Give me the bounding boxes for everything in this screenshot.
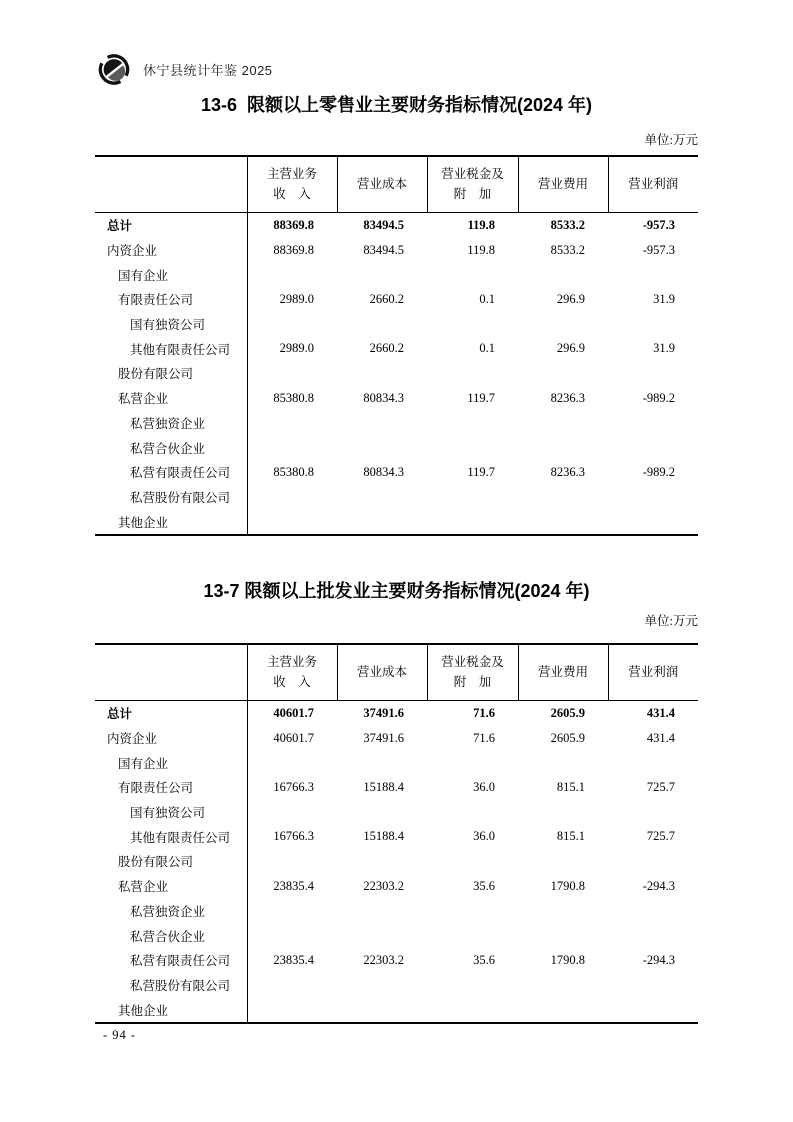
- yearbook-logo-icon: [94, 52, 134, 87]
- cell-value: 119.8: [467, 242, 495, 257]
- cell-value: [247, 899, 337, 924]
- table2-unit-label: 单位:万元: [644, 614, 698, 628]
- col-label: 营业成本: [356, 664, 407, 679]
- cell-value: 71.6: [473, 705, 495, 720]
- cell-value: 80834.3: [363, 390, 404, 405]
- cell-value: [337, 899, 427, 924]
- cell-value: [518, 800, 608, 825]
- cell-value: 725.7: [646, 779, 675, 794]
- cell-value: [337, 849, 427, 874]
- cell-value: 36.0: [473, 829, 495, 844]
- cell-value: 40601.7: [273, 730, 314, 745]
- table-row: [95, 701, 698, 726]
- cell-value: [518, 750, 608, 775]
- cell-value: 2605.9: [550, 705, 585, 720]
- col-label: 营业费用: [537, 664, 588, 679]
- cell-value: [518, 923, 608, 948]
- cell-value: [337, 485, 427, 510]
- col-taxes-surcharges: [427, 644, 518, 701]
- cell-value: 16766.3: [273, 829, 314, 844]
- cell-value: [518, 361, 608, 386]
- cell-value: [427, 923, 518, 948]
- row-label: 其他有限责任公司: [95, 336, 247, 361]
- cell-value: [427, 973, 518, 998]
- col-operating-cost: [337, 644, 427, 701]
- cell-value: 2660.2: [369, 291, 404, 306]
- cell-value: 15188.4: [363, 829, 404, 844]
- table-row: [95, 312, 698, 337]
- cell-value: -957.3: [642, 242, 675, 257]
- cell-value: [608, 800, 698, 825]
- cell-value: 2989.0: [279, 291, 314, 306]
- row-label: 总计: [95, 701, 247, 726]
- cell-value: 88369.8: [273, 242, 314, 257]
- cell-value: 1790.8: [550, 952, 585, 967]
- row-label: 股份有限公司: [95, 361, 247, 386]
- cell-value: 725.7: [646, 829, 675, 844]
- cell-value: 2660.2: [369, 341, 404, 356]
- stub-header-cell: [95, 644, 247, 701]
- row-label: 国有企业: [95, 750, 247, 775]
- row-label: 私营合伙企业: [95, 435, 247, 460]
- cell-value: [608, 899, 698, 924]
- cell-value: 0.1: [479, 341, 495, 356]
- cell-value: [608, 509, 698, 535]
- cell-value: [337, 800, 427, 825]
- cell-value: -989.2: [642, 464, 675, 479]
- cell-value: 15188.4: [363, 779, 404, 794]
- col-operating-cost: [337, 156, 427, 213]
- cell-value: [337, 923, 427, 948]
- cell-value: 35.6: [473, 878, 495, 893]
- row-label: 有限责任公司: [95, 775, 247, 800]
- table-row: [95, 262, 698, 287]
- table-row: [95, 336, 698, 361]
- table-row: [95, 973, 698, 998]
- col-main-revenue: [247, 156, 337, 213]
- table2-header-row: [95, 644, 698, 701]
- table-13-7: [95, 643, 698, 1024]
- table-row: [95, 213, 698, 238]
- cell-value: [247, 973, 337, 998]
- row-label: 内资企业: [95, 238, 247, 263]
- cell-value: [337, 361, 427, 386]
- cell-value: [247, 312, 337, 337]
- col-taxes-surcharges: [427, 156, 518, 213]
- col-operating-expenses: [518, 156, 608, 213]
- table-row: [95, 287, 698, 312]
- cell-value: 85380.8: [273, 464, 314, 479]
- col-label: 营业成本: [356, 176, 407, 191]
- row-label: 私营独资企业: [95, 411, 247, 436]
- cell-value: 22303.2: [363, 952, 404, 967]
- cell-value: 431.4: [646, 730, 675, 745]
- brand-text: 休宁县统计年鉴 2025: [143, 63, 273, 78]
- table-row: [95, 435, 698, 460]
- table-row: [95, 800, 698, 825]
- cell-value: -957.3: [642, 217, 675, 232]
- table-row: [95, 824, 698, 849]
- row-label: 私营有限责任公司: [95, 460, 247, 485]
- cell-value: [337, 973, 427, 998]
- col-label: 收 入: [273, 186, 311, 201]
- cell-value: [518, 485, 608, 510]
- row-label: 私营股份有限公司: [95, 973, 247, 998]
- cell-value: [427, 485, 518, 510]
- cell-value: 88369.8: [273, 217, 314, 232]
- col-operating-profit: [608, 644, 698, 701]
- col-label: 附 加: [453, 186, 492, 201]
- cell-value: [247, 361, 337, 386]
- cell-value: 119.7: [467, 390, 495, 405]
- cell-value: [518, 435, 608, 460]
- table-row: [95, 411, 698, 436]
- cell-value: [247, 923, 337, 948]
- cell-value: [608, 361, 698, 386]
- row-label: 私营股份有限公司: [95, 485, 247, 510]
- col-operating-expenses: [518, 644, 608, 701]
- cell-value: 22303.2: [363, 878, 404, 893]
- row-label: 股份有限公司: [95, 849, 247, 874]
- cell-value: [337, 262, 427, 287]
- cell-value: 40601.7: [273, 705, 314, 720]
- cell-value: 31.9: [653, 341, 675, 356]
- cell-value: 83494.5: [363, 242, 404, 257]
- cell-value: [247, 485, 337, 510]
- cell-value: 815.1: [556, 829, 585, 844]
- cell-value: 8236.3: [550, 390, 585, 405]
- cell-value: 8236.3: [550, 464, 585, 479]
- cell-value: [427, 997, 518, 1023]
- col-label: 营业费用: [537, 176, 588, 191]
- table-row: [95, 899, 698, 924]
- cell-value: 37491.6: [363, 730, 404, 745]
- col-label: 营业利润: [628, 176, 679, 191]
- cell-value: [337, 509, 427, 535]
- cell-value: 8533.2: [550, 242, 585, 257]
- cell-value: [608, 262, 698, 287]
- table-row: [95, 849, 698, 874]
- cell-value: 119.7: [467, 464, 495, 479]
- table-13-6: [95, 155, 698, 536]
- table-row: [95, 460, 698, 485]
- cell-value: [427, 509, 518, 535]
- row-label: 私营有限责任公司: [95, 948, 247, 973]
- col-label: 主营业务: [266, 655, 317, 670]
- cell-value: [608, 750, 698, 775]
- cell-value: [427, 411, 518, 436]
- col-label: 营业税金及: [441, 167, 504, 182]
- cell-value: [337, 435, 427, 460]
- cell-value: [247, 800, 337, 825]
- cell-value: [247, 262, 337, 287]
- cell-value: [427, 849, 518, 874]
- table1-title: 13-6 限额以上零售业主要财务指标情况(2024 年): [200, 95, 593, 115]
- cell-value: 23835.4: [273, 878, 314, 893]
- row-label: 私营合伙企业: [95, 923, 247, 948]
- cell-value: [427, 435, 518, 460]
- cell-value: -989.2: [642, 390, 675, 405]
- cell-value: [608, 435, 698, 460]
- table-row: [95, 509, 698, 535]
- cell-value: [608, 997, 698, 1023]
- row-label: 其他企业: [95, 509, 247, 535]
- cell-value: 16766.3: [273, 779, 314, 794]
- col-main-revenue: [247, 644, 337, 701]
- col-label: 附 加: [453, 674, 492, 689]
- cell-value: [427, 899, 518, 924]
- cell-value: [427, 312, 518, 337]
- cell-value: 23835.4: [273, 952, 314, 967]
- table-row: [95, 238, 698, 263]
- cell-value: 83494.5: [363, 217, 404, 232]
- row-label: 有限责任公司: [95, 287, 247, 312]
- cell-value: [608, 923, 698, 948]
- cell-value: 8533.2: [550, 217, 585, 232]
- cell-value: [337, 750, 427, 775]
- cell-value: 31.9: [653, 291, 675, 306]
- cell-value: [247, 750, 337, 775]
- cell-value: [337, 312, 427, 337]
- cell-value: [608, 411, 698, 436]
- row-label: 私营独资企业: [95, 899, 247, 924]
- cell-value: 85380.8: [273, 390, 314, 405]
- table1-header-row: [95, 156, 698, 213]
- row-label: 国有企业: [95, 262, 247, 287]
- cell-value: 0.1: [479, 291, 495, 306]
- col-label: 营业利润: [628, 664, 679, 679]
- table-row: [95, 948, 698, 973]
- cell-value: 36.0: [473, 779, 495, 794]
- cell-value: [608, 849, 698, 874]
- cell-value: [518, 262, 608, 287]
- cell-value: [518, 973, 608, 998]
- cell-value: [518, 411, 608, 436]
- cell-value: [608, 312, 698, 337]
- row-label: 其他企业: [95, 997, 247, 1023]
- cell-value: [518, 849, 608, 874]
- cell-value: [247, 411, 337, 436]
- col-operating-profit: [608, 156, 698, 213]
- table-row: [95, 923, 698, 948]
- col-label: 收 入: [273, 674, 311, 689]
- cell-value: -294.3: [642, 878, 675, 893]
- cell-value: [247, 509, 337, 535]
- cell-value: 2605.9: [550, 730, 585, 745]
- cell-value: [247, 435, 337, 460]
- cell-value: 815.1: [556, 779, 585, 794]
- cell-value: 1790.8: [550, 878, 585, 893]
- table-row: [95, 750, 698, 775]
- cell-value: [518, 997, 608, 1023]
- cell-value: [518, 312, 608, 337]
- cell-value: 2989.0: [279, 341, 314, 356]
- cell-value: [427, 361, 518, 386]
- col-label: 营业税金及: [441, 655, 504, 670]
- row-label: 私营企业: [95, 874, 247, 899]
- cell-value: [518, 899, 608, 924]
- col-label: 主营业务: [266, 167, 317, 182]
- table-row: [95, 361, 698, 386]
- cell-value: -294.3: [642, 952, 675, 967]
- table-row: [95, 386, 698, 411]
- brand-header: [94, 52, 273, 87]
- cell-value: 431.4: [646, 705, 675, 720]
- table1-unit-label: 单位:万元: [644, 133, 698, 147]
- cell-value: [608, 485, 698, 510]
- row-label: 其他有限责任公司: [95, 824, 247, 849]
- cell-value: [337, 411, 427, 436]
- page-number: - 94 -: [103, 1028, 137, 1042]
- row-label: 私营企业: [95, 386, 247, 411]
- row-label: 总计: [95, 213, 247, 238]
- cell-value: [427, 750, 518, 775]
- cell-value: [518, 509, 608, 535]
- cell-value: 37491.6: [363, 705, 404, 720]
- cell-value: 296.9: [556, 291, 585, 306]
- table-row: [95, 775, 698, 800]
- cell-value: [427, 262, 518, 287]
- row-label: 国有独资公司: [95, 800, 247, 825]
- cell-value: 296.9: [556, 341, 585, 356]
- cell-value: 71.6: [473, 730, 495, 745]
- cell-value: [247, 849, 337, 874]
- table-row: [95, 997, 698, 1023]
- table-row: [95, 874, 698, 899]
- cell-value: [247, 997, 337, 1023]
- stub-header-cell: [95, 156, 247, 213]
- row-label: 内资企业: [95, 726, 247, 751]
- cell-value: 80834.3: [363, 464, 404, 479]
- table-row: [95, 485, 698, 510]
- cell-value: 119.8: [467, 217, 495, 232]
- row-label: 国有独资公司: [95, 312, 247, 337]
- cell-value: [608, 973, 698, 998]
- table-row: [95, 726, 698, 751]
- table2-title: 13-7 限额以上批发业主要财务指标情况(2024 年): [203, 581, 590, 601]
- cell-value: 35.6: [473, 952, 495, 967]
- cell-value: [427, 800, 518, 825]
- cell-value: [337, 997, 427, 1023]
